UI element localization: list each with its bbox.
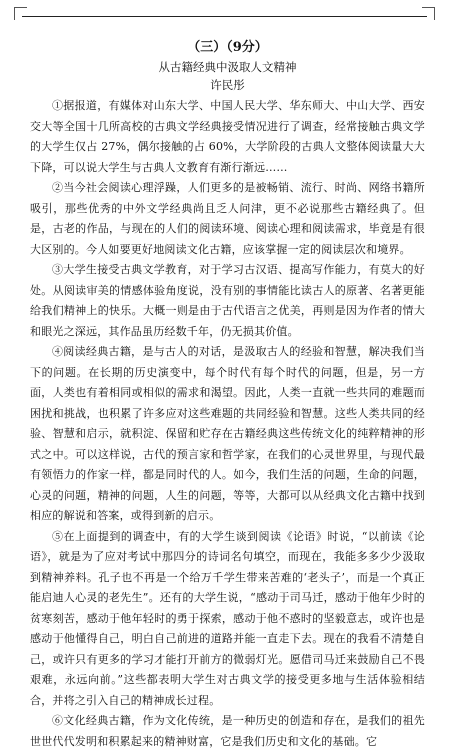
paragraph-5: ⑤在上面提到的调查中，有的大学生谈到阅读《论语》时说，“以前读《论语》，就是为了应对考试中那四分的诗词名句填空，而现在，我能多多少少汲取到精神养料。孔子也不再是一个给万千学生带来苦难的‘老头子’，而是一个真正能启迪人心灵的老先生”。还有的大学生说，“感动于司马迁，感动于他年少时的贫寒刻苦，感动于他年轻时的勇于探索，感动于他不惑时的坚毅意志，或许也是感动于他懂得自己，明白自己前进的道路并能一直走下去。现在的我看不清楚自己，或许只有更多的学习才能打开前方的微弱灯光。愿借司马迁来鼓励自己不畏艰难，永远向前。”这些都表明大学生对古典文学的接受更多地与生活体验相结合，并将之引入自己的精神成长过程。: [30, 529, 425, 707]
essay-title: 从古籍经典中汲取人文精神: [158, 60, 297, 74]
paragraph-6: ⑥文化经典古籍，作为文化传统，是一种历史的创造和存在，是我们的祖先世世代代发明和积累起来的精神财富，它是我们历史和文化的基础。它: [30, 714, 425, 748]
paragraph-2: ②当今社会阅读心理浮躁，人们更多的是被畅销、流行、时尚、网络书籍所吸引，那些优秀的中外文学经典尚且乏人问津，更不必说那些古籍经典了。但是，古老的作品，与现在的人们的阅读环境、阅读心理和阅读需求，毕竟是有很大区别的。今人如要更好地阅读文化古籍，应该掌握一定的阅读层次和境界。: [30, 181, 425, 256]
author: 许民彤: [210, 78, 245, 92]
corner-crop-mark: [14, 7, 27, 20]
paragraph-3: ③大学生接受古典文学教育，对于学习古汉语、提高写作能力，有莫大的好处。从阅读审美的情感体验角度说，没有别的事情能比读古人的原著、名著更能给我们精神上的快乐。大概一则是由于古代语言之优美，再则是因为作者的情大和眼光之深远，其作品虽历经数千年，仍无损其价值。: [30, 263, 425, 338]
essay-content: [30, 38, 425, 752]
section-title: （三）（9分）: [187, 40, 268, 55]
corner-crop-mark: [422, 7, 435, 20]
paragraph-4: ④阅读经典古籍，是与古人的对话，是汲取古人的经验和智慧，解决我们当下的问题。在长期的历史演变中，每个时代有每个时代的问题，但是，另一方面，人类也有着相同或相似的需求和渴望。因此，人类一直就一些共同的难题而困扰和挑战，也积累了许多应对这些难题的共同经验和智慧。这些人类共同的经验、智慧和启示，就积淀、保留和贮存在古籍经典这些传统文化的纯粹精神的形式之中。可以这样说，古代的预言家和哲学家，在我们的心灵世界里，与现代最有领悟力的作家一样，都是同时代的人。如今，我们生活的问题，生命的问题，心灵的问题，精神的问题，人生的问题，等等，大都可以从经典文化古籍中找到相应的解说和答案，或得到新的启示。: [30, 345, 425, 522]
header-rule: [22, 16, 427, 17]
paragraph-1: ①据报道，有媒体对山东大学、中国人民大学、华东师大、中山大学、西安交大等全国十几所高校的古典文学经典接受情况进行了调查，经常接触古典文学的大学生仅占 27%，偶尔接触的占 60%，大学阶段的古典人文整体阅读量大大下降，可以说大学生与古典人文教育有渐行渐远……: [30, 99, 425, 174]
